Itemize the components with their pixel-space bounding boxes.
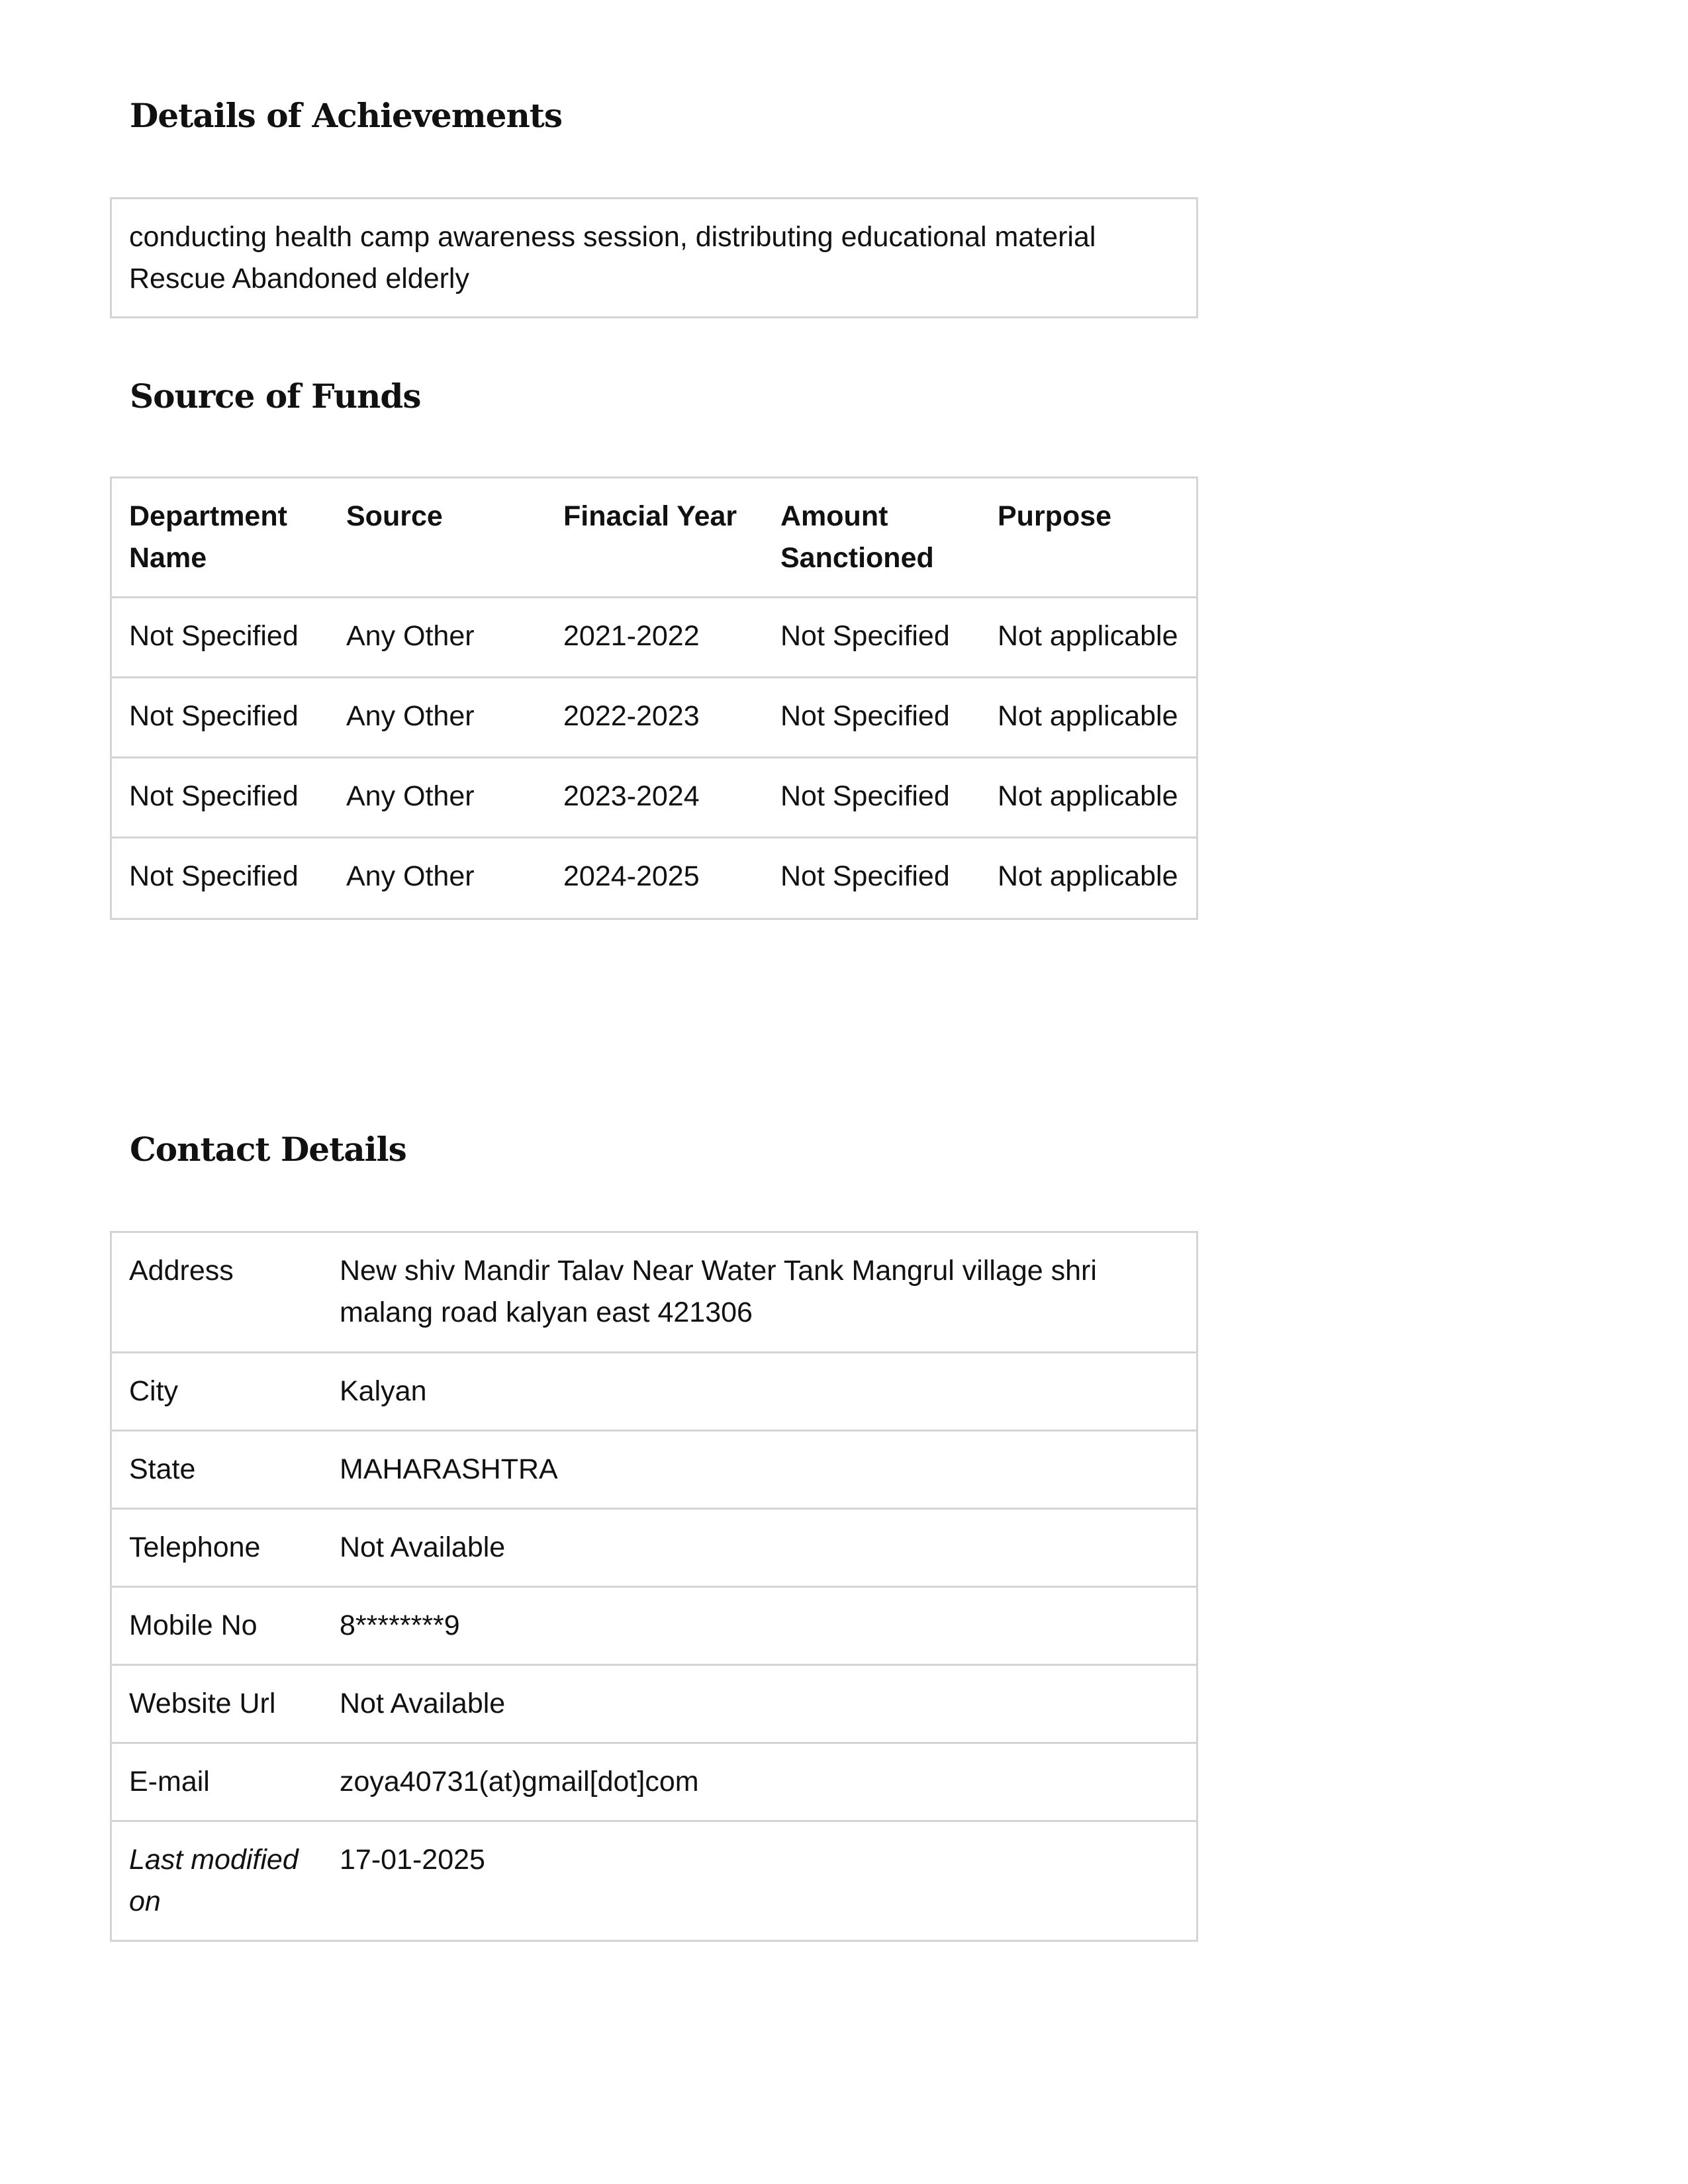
table-row [112, 1664, 1196, 1743]
contact-heading: Contact Details [130, 1130, 406, 1169]
cell-financial-year: 2021-2022 [546, 598, 763, 678]
table-row [112, 1821, 1196, 1940]
cell-amount: Not Specified [763, 838, 980, 918]
cell-department: Not Specified [112, 838, 329, 918]
table-row [112, 758, 1196, 838]
table-row [112, 1430, 1196, 1508]
contact-label-email: E-mail [112, 1743, 322, 1821]
column-header-amount: Amount Sanctioned [780, 500, 934, 574]
contact-label-address: Address [129, 1255, 234, 1287]
contact-label-last-modified: Last modified on [112, 1821, 322, 1940]
table-row [112, 838, 1196, 918]
achievements-heading: Details of Achievements [130, 96, 563, 135]
cell-purpose: Not applicable [980, 678, 1196, 758]
cell-financial-year: 2023-2024 [546, 758, 763, 838]
achievement-line: Rescue Abandoned elderly [129, 263, 469, 295]
contact-value-city: Kalyan [322, 1352, 1196, 1430]
contact-label-state: State [112, 1430, 322, 1508]
cell-source: Any Other [329, 678, 546, 758]
cell-amount: Not Specified [763, 598, 980, 678]
contact-value-mobile: 8********9 [322, 1586, 1196, 1664]
table-row [112, 1508, 1196, 1586]
contact-table-box [110, 1231, 1198, 1942]
cell-department: Not Specified [112, 758, 329, 838]
contact-label-mobile: Mobile No [112, 1586, 322, 1664]
contact-value-address: New shiv Mandir Talav Near Water Tank Mangrul village shri malang road kalyan east 421306 [340, 1255, 1097, 1328]
cell-department: Not Specified [112, 678, 329, 758]
cell-amount: Not Specified [763, 758, 980, 838]
cell-financial-year: 2022-2023 [546, 678, 763, 758]
cell-source: Any Other [329, 838, 546, 918]
contact-value-email: zoya40731(at)gmail[dot]com [322, 1743, 1196, 1821]
table-row [112, 1233, 1196, 1352]
contact-value-state: MAHARASHTRA [322, 1430, 1196, 1508]
contact-value-website: Not Available [322, 1664, 1196, 1743]
cell-department: Not Specified [112, 598, 329, 678]
cell-source: Any Other [329, 598, 546, 678]
cell-purpose: Not applicable [980, 838, 1196, 918]
column-header-financial-year: Finacial Year [563, 500, 737, 532]
achievements-box [110, 197, 1198, 318]
table-row [112, 598, 1196, 678]
cell-purpose: Not applicable [980, 598, 1196, 678]
contact-value-last-modified: 17-01-2025 [322, 1821, 1196, 1940]
contact-table [112, 1233, 1196, 1940]
contact-label-telephone: Telephone [112, 1508, 322, 1586]
column-header-purpose: Purpose [998, 500, 1112, 532]
cell-amount: Not Specified [763, 678, 980, 758]
achievement-line: conducting health camp awareness session, distributing educational material [129, 221, 1096, 253]
cell-purpose: Not applicable [980, 758, 1196, 838]
table-row [112, 678, 1196, 758]
funds-heading: Source of Funds [130, 377, 421, 416]
table-row [112, 1586, 1196, 1664]
column-header-source: Source [346, 500, 443, 532]
funds-table [112, 478, 1196, 918]
contact-label-city: City [112, 1352, 322, 1430]
contact-value-telephone: Not Available [322, 1508, 1196, 1586]
column-header-department: Department Name [129, 500, 287, 574]
table-row [112, 1352, 1196, 1430]
cell-source: Any Other [329, 758, 546, 838]
funds-header-row [112, 478, 1196, 598]
funds-table-box [110, 477, 1198, 920]
table-row [112, 1743, 1196, 1821]
contact-label-website: Website Url [112, 1664, 322, 1743]
cell-financial-year: 2024-2025 [546, 838, 763, 918]
